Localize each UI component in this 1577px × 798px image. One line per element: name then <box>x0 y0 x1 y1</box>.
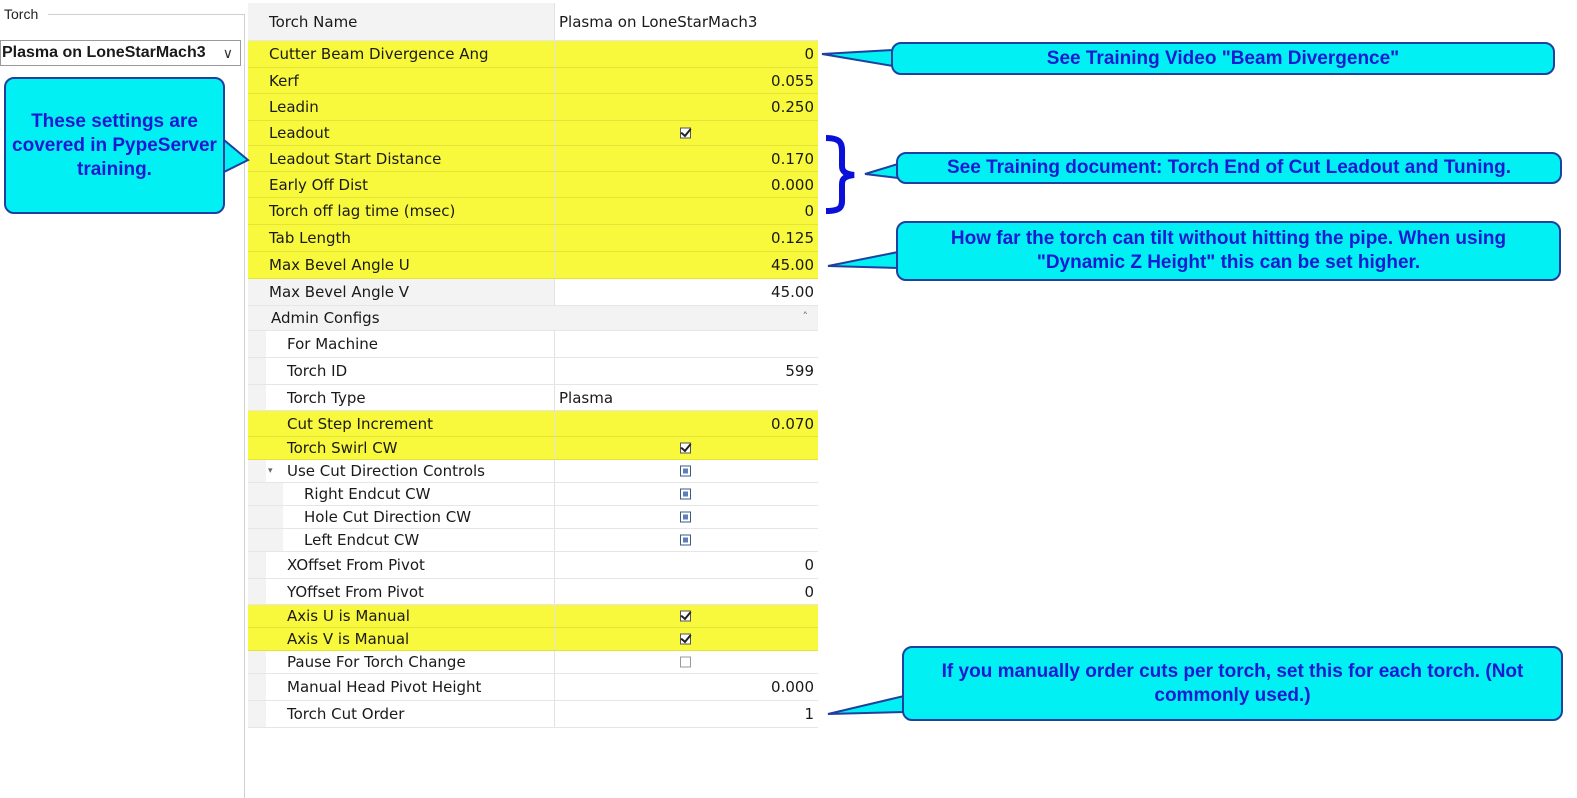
row-value: 45.00 <box>771 283 814 301</box>
left-callout-text: These settings are covered in PypeServer training. <box>12 110 217 180</box>
row-label: Torch off lag time (msec) <box>269 202 456 220</box>
row-label: Early Off Dist <box>269 175 368 194</box>
bevel-callout-tail <box>828 252 898 268</box>
row-value: 0.055 <box>771 71 814 90</box>
row-label: YOffset From Pivot <box>287 582 424 601</box>
row-label: Leadout <box>269 124 330 142</box>
row-label: Torch Cut Order <box>287 705 405 723</box>
bevel-callout-text: How far the torch can tilt without hitting the pipe. When using "Dynamic Z Height" this can be set higher. <box>950 228 1507 273</box>
row-label: Use Cut Direction Controls <box>287 462 485 480</box>
row-value: Plasma <box>559 388 614 407</box>
order-callout <box>902 646 1563 721</box>
row-label: Torch ID <box>287 362 348 380</box>
row-value: 0 <box>804 45 814 63</box>
row-value: 0.250 <box>771 98 814 116</box>
row-label: For Machine <box>287 335 378 353</box>
row-value: 1 <box>804 705 814 723</box>
leadout-callout-text: See Training document: Torch End of Cut Leadout and Tuning. <box>947 157 1511 178</box>
row-label: Axis V is Manual <box>287 630 410 648</box>
order-callout-tail <box>828 696 904 714</box>
torch-dropdown-value: Plasma on LoneStarMach3 <box>2 44 206 61</box>
row-label: Tab Length <box>269 229 351 247</box>
row-label: Leadin <box>269 98 319 116</box>
row-label: Right Endcut CW <box>304 485 431 503</box>
row-label: Cutter Beam Divergence Ang <box>269 45 489 63</box>
chevron-up-icon[interactable]: ˄ <box>802 310 808 323</box>
torch-label: Torch <box>4 6 39 22</box>
row-value: 0 <box>804 556 814 574</box>
row-label: Manual Head Pivot Height <box>287 678 482 696</box>
left-callout <box>4 77 225 214</box>
row-label: Max Bevel Angle V <box>269 283 410 301</box>
row-label: Torch Swirl CW <box>287 439 398 457</box>
row-label: Leadout Start Distance <box>269 149 442 168</box>
beam-callout-tail <box>822 50 893 66</box>
row-label: Torch Type <box>287 388 366 407</box>
category-label: Admin Configs <box>271 309 380 327</box>
row-value: 0 <box>804 582 814 601</box>
row-value: 0.070 <box>771 414 814 433</box>
leadout-callout-tail <box>865 164 898 178</box>
row-value: 599 <box>785 362 814 380</box>
beam-callout-text: See Training Video "Beam Divergence" <box>1046 47 1400 69</box>
row-label: Torch Name <box>269 12 358 31</box>
row-value: 0.000 <box>771 678 814 696</box>
row-label: Left Endcut CW <box>304 531 420 549</box>
row-label: Axis U is Manual <box>287 607 410 625</box>
row-value: 0.170 <box>771 149 814 168</box>
row-label: Max Bevel Angle U <box>269 256 410 274</box>
row-value: 45.00 <box>771 256 814 274</box>
order-callout-text: If you manually order cuts per torch, set this for each torch. (Not commonly used.) <box>941 660 1524 706</box>
chevron-down-icon[interactable]: ∨ <box>222 45 233 61</box>
row-label: XOffset From Pivot <box>287 556 425 574</box>
row-value: 0.000 <box>771 175 814 194</box>
row-value: 0.125 <box>771 229 814 247</box>
leadout-callout <box>896 152 1562 184</box>
left-callout-tail <box>224 140 248 172</box>
row-label: Pause For Torch Change <box>287 653 466 671</box>
row-value: Plasma on LoneStarMach3 <box>559 12 758 31</box>
row-label: Hole Cut Direction CW <box>304 508 472 526</box>
leadout-brace <box>826 138 854 211</box>
row-value: 0 <box>804 202 814 220</box>
expand-caret-icon[interactable]: ▾ <box>268 466 273 476</box>
row-label: Cut Step Increment <box>287 414 434 433</box>
bevel-callout <box>896 221 1561 281</box>
row-label: Kerf <box>269 71 299 90</box>
